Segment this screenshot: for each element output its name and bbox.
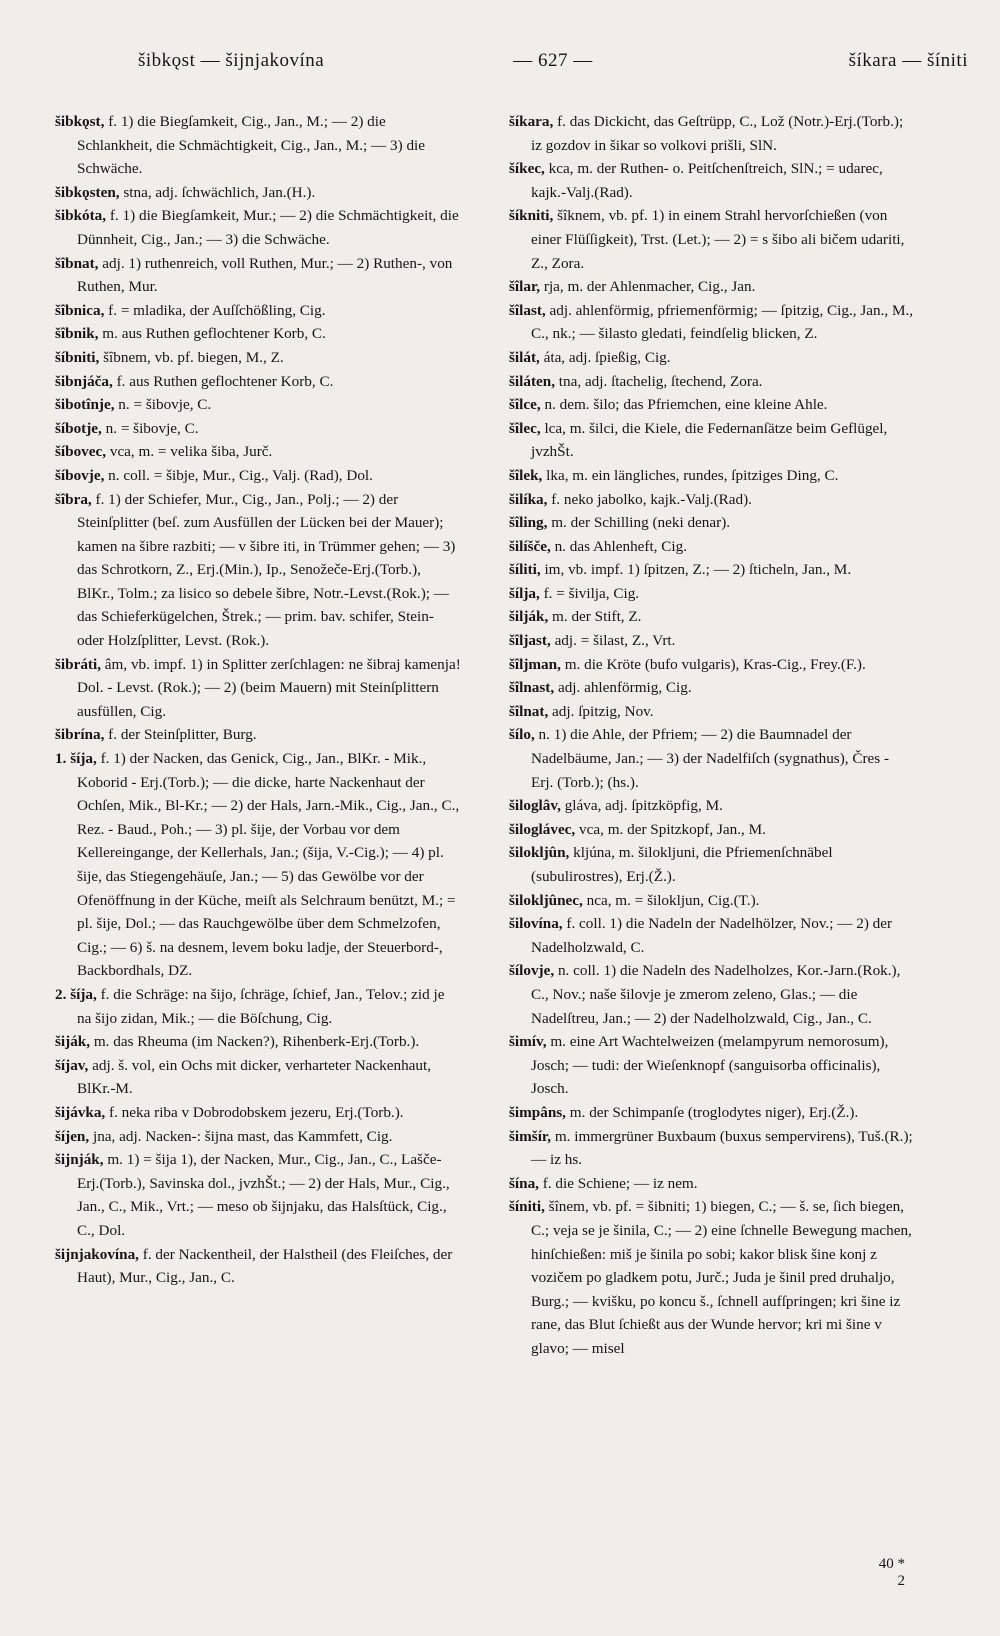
entry-definition: f. 1) die Biegſamkeit, Mur.; — 2) die Schmächtigkeit, die Dünnheit, Cig., Jan.; — 3) die Schwäche. (77, 207, 459, 248)
entry-definition: f. 1) der Schiefer, Mur., Cig., Jan., Polj.; — 2) der Steinſplitter (beſ. zum Ausfüllen der Lücken bei der Mauer); kamen na šibre razbiti; — v šibre iti, in Trümmer gehen; — 3) das Schrotkorn, Z., Erj.(Min.), Ip., Senožeče-Erj.(Torb.), BlKr., Tolm.; za lisico so debele šibre, Notr.-Levst.(Rok.); — das Schieferkügelchen, Štrek.; — prim. bav. schifer, Stein- oder Holzſplitter, Levst. (Rok.). (77, 490, 456, 650)
entry-definition: f. = šivilja, Cig. (543, 584, 640, 602)
dictionary-entry (509, 582, 915, 606)
entry-definition: n. dem. šilo; das Pfriemchen, eine kleine Ahle. (544, 396, 828, 414)
dictionary-entry (509, 841, 915, 888)
dictionary-entry (509, 1101, 915, 1125)
entry-headword: šíbotje, (55, 419, 102, 437)
dictionary-entry (55, 464, 461, 488)
dictionary-entry (509, 1195, 915, 1360)
dictionary-entry (509, 393, 915, 417)
entry-headword: šíbovec, (55, 443, 107, 461)
dictionary-entry (509, 370, 915, 394)
entry-headword: šíkniti, (509, 207, 554, 225)
entry-definition: f. = mladika, der Auſſchößling, Cig. (108, 301, 326, 319)
entry-definition: f. der Steinſplitter, Burg. (108, 726, 257, 744)
entry-headword: šîlec, (509, 419, 541, 437)
entry-headword: šíjen, (55, 1127, 90, 1145)
dictionary-entry (509, 889, 915, 913)
dictionary-entry (55, 417, 461, 441)
entry-headword: šîbra, (55, 490, 92, 508)
entry-definition: m. 1) = šija 1), der Nacken, Mur., Cig., Jan., C., Lašče-Erj.(Torb.), Savinska dol., jvzhŠt.; — 2) der Hals, Mur., Cig., Jan., C., Mik., Vrt.; — meso ob šijnjaku, das Halsſtück, Cig., C., Dol. (77, 1151, 450, 1239)
entry-headword: šîlnast, (509, 679, 555, 697)
entry-headword: šíkec, (509, 160, 545, 178)
dictionary-entry (509, 629, 915, 653)
dictionary-entry (55, 346, 461, 370)
dictionary-entry (55, 653, 461, 724)
dictionary-entry (55, 488, 461, 653)
entry-definition: m. die Kröte (bufo vulgaris), Kras-Cig., Frey.(F.). (564, 655, 866, 673)
header-right-guideword: šíkara — šíniti (848, 50, 968, 71)
dictionary-entry (509, 959, 915, 1030)
entry-definition: stna, adj. ſchwächlich, Jan.(H.). (123, 183, 316, 201)
entry-definition: n. coll. = šibje, Mur., Cig., Valj. (Rad), Dol. (108, 466, 373, 484)
entry-headword: šibráti, (55, 655, 101, 673)
dictionary-entry (55, 1148, 461, 1242)
entry-definition: lka, m. ein längliches, rundes, ſpitziges Ding, C. (546, 466, 839, 484)
entry-headword: šilíka, (509, 490, 548, 508)
entry-headword: šílo, (509, 726, 535, 744)
entry-definition: vca, m. = velika šiba, Jurč. (109, 443, 273, 461)
dictionary-entry (55, 1125, 461, 1149)
entry-headword: šilíšče, (509, 537, 551, 555)
dictionary-entry (509, 912, 915, 959)
dictionary-entry (55, 204, 461, 251)
entry-headword: šíjav, (55, 1056, 89, 1074)
entry-headword: šibrína, (55, 726, 105, 744)
entry-headword: šîbnica, (55, 301, 105, 319)
signature-mark (845, 1556, 905, 1590)
entry-headword: šilát, (509, 348, 540, 366)
entry-definition: m. eine Art Wachtelweizen (melampyrum nemorosum), Josch; — tudi: der Wieſenknopf (sanguisorba officinalis), Josch. (531, 1033, 889, 1098)
entry-definition: f. die Schiene; — iz nem. (542, 1174, 698, 1192)
entry-headword: šibkǫst, (55, 113, 105, 130)
dictionary-entry (509, 1125, 915, 1172)
entry-definition: adj. = šilast, Z., Vrt. (554, 632, 676, 650)
entry-definition: n. = šibovje, C. (118, 396, 212, 414)
entry-definition: m. der Schimpanſe (troglodytes niger), Erj.(Ž.). (569, 1103, 859, 1121)
dictionary-entry (55, 723, 461, 747)
entry-definition: jna, adj. Nacken-: šijna mast, das Kammfett, Cig. (92, 1127, 393, 1145)
entry-definition: m. immergrüner Buxbaum (buxus sempervirens), Tuš.(R.); — iz hs. (531, 1127, 913, 1169)
entry-definition: n. coll. 1) die Nadeln des Nadelholzes, Kor.-Jarn.(Rok.), C., Nov.; naše šilovje je zmerom zeleno, Glas.; — die Nadelſtreu, Jan.; — 2) der Nadelholzwald, Cig., Jan., C. (531, 962, 901, 1027)
entry-headword: šijnják, (55, 1151, 104, 1169)
entry-headword: šibnjáča, (55, 372, 113, 390)
entry-headword: šîlek, (509, 466, 543, 484)
entry-headword: šiloglâv, (509, 797, 561, 815)
entry-headword: šína, (509, 1174, 539, 1192)
entry-definition: f. die Schräge: na šijo, ſchräge, ſchief, Jan., Telov.; zid je na šijo zidan, Mik.; — die Böſchung, Cig. (77, 985, 445, 1027)
entry-headword: 2. šíja, (55, 985, 97, 1003)
entry-definition: f. coll. 1) die Nadeln der Nadelhölzer, Nov.; — 2) der Nadelholzwald, C. (531, 915, 893, 956)
page-number: — 627 — (513, 50, 593, 71)
entry-definition: im, vb. impf. 1) ſpitzen, Z.; — 2) ſticheln, Jan., M. (544, 561, 852, 579)
entry-definition: âm, vb. impf. 1) in Splitter zerſchlagen: ne šibraj kamenja! Dol. - Levst. (Rok.); — 2) (beim Mauern) mit Steinſplittern ausfüllen, Cig. (77, 655, 461, 720)
entry-headword: šilják, (509, 608, 549, 626)
entry-headword: šílja, (509, 584, 540, 602)
entry-definition: f. neko jabolko, kajk.-Valj.(Rad). (551, 490, 752, 508)
dictionary-entry (509, 700, 915, 724)
dictionary-entry (509, 488, 915, 512)
dictionary-entry (509, 1030, 915, 1101)
entry-headword: šilokljûn, (509, 844, 570, 862)
entry-definition: kca, m. der Ruthen- o. Peitſchenſtreich, SlN.; = udarec, kajk.-Valj.(Rad). (531, 160, 883, 201)
entry-headword: šilovína, (509, 915, 563, 933)
entry-headword: šíliti, (509, 561, 541, 579)
dictionary-entry (55, 370, 461, 394)
running-header (138, 50, 968, 84)
entry-headword: šîljman, (509, 655, 561, 673)
entry-headword: šimšír, (509, 1127, 552, 1145)
entry-headword: šîbnik, (55, 325, 99, 343)
entry-headword: šibkóta, (55, 207, 107, 225)
entry-headword: šibkǫsten, (55, 183, 120, 201)
entry-headword: šíbovje, (55, 466, 105, 484)
entry-definition: vca, m. der Spitzkopf, Jan., M. (579, 820, 766, 838)
entry-definition: rja, m. der Ahlenmacher, Cig., Jan. (543, 278, 756, 296)
entry-definition: áta, adj. ſpießig, Cig. (543, 348, 671, 366)
dictionary-entry (509, 676, 915, 700)
entry-headword: šiláten, (509, 372, 555, 390)
entry-headword: šíniti, (509, 1198, 545, 1216)
dictionary-entry (509, 417, 915, 464)
entry-definition: n. das Ahlenheft, Cig. (554, 537, 688, 555)
dictionary-entry (55, 181, 461, 205)
entry-definition: adj. 1) ruthenreich, voll Ruthen, Mur.; — 2) Ruthen-, von Ruthen, Mur. (77, 254, 453, 296)
entry-headword: šílovje, (509, 962, 555, 980)
entry-definition: f. neka riba v Dobrodobskem jezeru, Erj.(Torb.). (109, 1103, 404, 1121)
right-column (509, 110, 915, 1590)
entry-definition: n. 1) die Ahle, der Pfriem; — 2) die Baumnadel der Nadelbäume, Jan.; — 3) der Nadelfiſch (sygnathus), Čres - Erj. (Torb.); (hs.). (531, 726, 890, 791)
dictionary-entry (509, 275, 915, 299)
dictionary-entry (509, 653, 915, 677)
entry-headword: šîlce, (509, 396, 541, 414)
entry-definition: m. der Schilling (neki denar). (551, 514, 731, 532)
entry-definition: n. = šibovje, C. (105, 419, 199, 437)
dictionary-entry (55, 110, 461, 181)
dictionary-entry (55, 440, 461, 464)
entry-headword: šíbniti, (55, 348, 100, 366)
entry-definition: tna, adj. ſtachelig, ſtechend, Zora. (558, 372, 763, 390)
entry-definition: m. das Rheuma (im Nacken?), Rihenberk-Erj.(Torb.). (93, 1033, 420, 1051)
entry-headword: šîlast, (509, 301, 546, 319)
sheet-sub-number: 2 (897, 1573, 905, 1589)
dictionary-entry (509, 204, 915, 275)
entry-headword: šilokljûnec, (509, 891, 583, 909)
entry-definition: m. der Stift, Z. (552, 608, 642, 626)
dictionary-entry (55, 252, 461, 299)
entry-definition: adj. ahlenförmig, pfriemenförmig; — ſpitzig, Cig., Jan., M., C., nk.; — šilasto gledati, feindſelig blicken, Z. (531, 301, 914, 343)
entry-definition: f. 1) die Biegſamkeit, Cig., Jan., M.; — 2) die Schlankheit, die Schmächtigkeit, Cig., Jan., M.; — 3) die Schwäche. (77, 113, 425, 178)
dictionary-entry (55, 747, 461, 983)
entry-headword: šibotînje, (55, 396, 115, 414)
header-left-guideword: šibkǫst — šijnjakovína (138, 50, 325, 71)
dictionary-entry (509, 723, 915, 794)
entry-definition: f. aus Ruthen geflochtener Korb, C. (116, 372, 334, 390)
dictionary-entry (55, 393, 461, 417)
dictionary-entry (55, 983, 461, 1030)
entry-headword: šimpâns, (509, 1103, 566, 1121)
entry-definition: gláva, adj. ſpitzköpfig, M. (564, 797, 723, 815)
dictionary-entry (509, 346, 915, 370)
dictionary-entry (509, 299, 915, 346)
dictionary-entry (509, 818, 915, 842)
entry-headword: šîlar, (509, 278, 541, 296)
entry-headword: šiloglávec, (509, 820, 576, 838)
dictionary-entry (55, 322, 461, 346)
entry-definition: f. der Nackentheil, der Halstheil (des Fleiſches, der Haut), Mur., Cig., Jan., C. (77, 1245, 453, 1287)
dictionary-entry (509, 794, 915, 818)
entry-headword: šiják, (55, 1033, 91, 1051)
dictionary-entry (509, 464, 915, 488)
entry-headword: šîbnat, (55, 254, 99, 272)
dictionary-entry (55, 299, 461, 323)
sheet-number: 40 * (878, 1556, 905, 1572)
dictionary-entry (509, 110, 915, 157)
entry-definition: adj. ahlenförmig, Cig. (557, 679, 692, 697)
dictionary-entry (55, 1054, 461, 1101)
entry-headword: šijnjakovína, (55, 1245, 139, 1263)
entry-definition: m. aus Ruthen geflochtener Korb, C. (102, 325, 326, 343)
entry-definition: f. das Dickicht, das Geſtrüpp, C., Lož (Notr.)-Erj.(Torb.); iz gozdov in šikar so volkovi prišli, SlN. (531, 113, 904, 154)
dictionary-entry (55, 1243, 461, 1290)
dictionary-entry (55, 1101, 461, 1125)
entry-definition: nca, m. = šilokljun, Cig.(T.). (586, 891, 760, 909)
entry-headword: 1. šíja, (55, 750, 97, 768)
dictionary-entry (509, 535, 915, 559)
entry-headword: šimív, (509, 1033, 547, 1051)
entry-definition: f. 1) der Nacken, das Genick, Cig., Jan., BlKr. - Mik., Koborid - Erj.(Torb.); — die dicke, harte Nackenhaut der Ochſen, Mik., Bl-Kr.; — 2) der Hals, Jarn.-Mik., Cig., Jan., C., Rez. - Baud., Poh.; — 3) pl. šije, der Vorbau vor dem Kellereingange, der Kellerhals, Jan.; (šija, V.-Cig.); — 4) pl. šije, das Stiegengehäuſe, Jan.; — 5) das Gewölbe vor der Ofenöffnung in der Küche, meiſt als Selchraum benützt, M.; = pl. šije, Dol.; — das Rauchgewölbe über dem Schmelzofen, Cig.; — 6) š. na desnem, levem boku ladje, der Steuerbord-, Backbordhals, DZ. (77, 750, 460, 980)
entry-definition: adj. š. vol, ein Ochs mit dicker, verharteter Nackenhaut, BlKr.-M. (77, 1056, 432, 1098)
dictionary-entry (509, 605, 915, 629)
dictionary-entry (55, 1030, 461, 1054)
entry-headword: šîljast, (509, 632, 551, 650)
entry-definition: šînem, vb. pf. = šibniti; 1) biegen, C.; — š. se, ſich biegen, C.; veja se je šinila, C.; — 2) eine ſchnelle Bewegung machen, hinſchießen: miš je šinila po sobi; kakor blisk šine konj z vozičem po gladkem potu, Jurč.; Juda je šinil pred druhaljo, Burg.; — kvišku, po koncu š., ſchnell aufſpringen; kri šine iz rane, das Blut ſchießt aus der Wunde hervor; kri mi šine v glavo; — misel (531, 1198, 912, 1357)
entry-headword: šijávka, (55, 1103, 106, 1121)
dictionary-entry (509, 1172, 915, 1196)
dictionary-entry (509, 511, 915, 535)
entry-headword: šîlnat, (509, 702, 549, 720)
entry-definition: adj. ſpitzig, Nov. (552, 702, 654, 720)
dictionary-entry (509, 157, 915, 204)
entry-headword: šîling, (509, 514, 548, 532)
dictionary-entry (509, 558, 915, 582)
entry-definition: kljúna, m. šilokljuni, die Pfriemenſchnäbel (subulirostres), Erj.(Ž.). (531, 844, 833, 885)
left-column (55, 110, 461, 1590)
entry-headword: šíkara, (509, 113, 554, 130)
entry-definition: šîknem, vb. pf. 1) in einem Strahl hervorſchießen (von einer Flüſſigkeit), Trst. (Let.); — 2) = s šibo ali bičem udariti, Z., Zora. (531, 207, 905, 272)
entry-definition: lca, m. šilci, die Kiele, die Federnanſätze beim Geflügel, jvzhŠt. (531, 419, 888, 461)
entry-definition: šîbnem, vb. pf. biegen, M., Z. (103, 348, 284, 366)
